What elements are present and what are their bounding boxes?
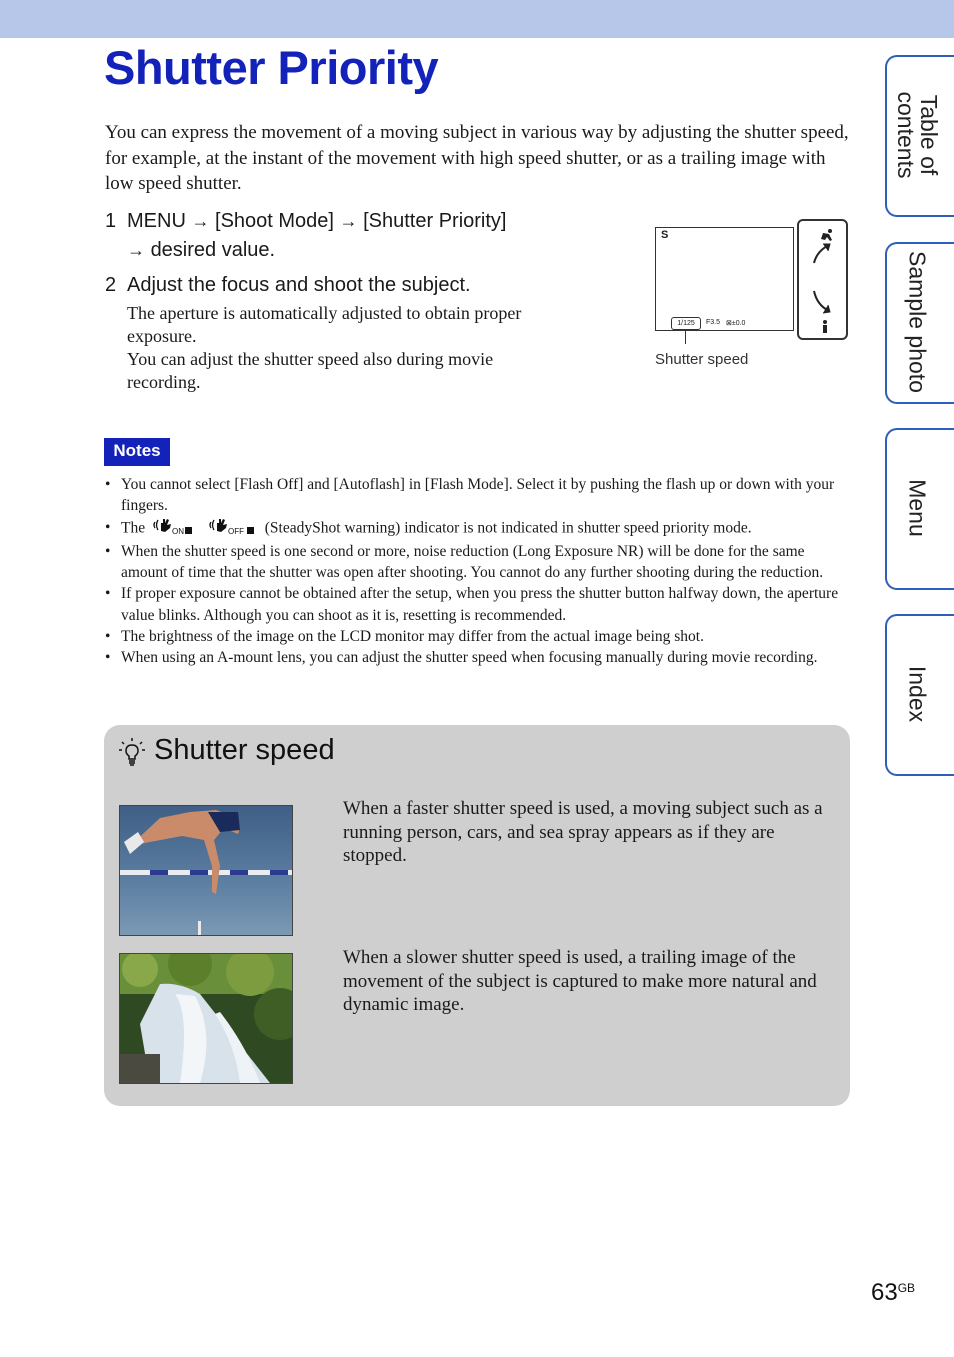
tab-table-of-contents[interactable] <box>885 55 954 217</box>
exposure-value: ±0.0 <box>731 320 746 327</box>
tab-menu[interactable] <box>885 428 954 590</box>
exposure-readout: ⊠±0.0 <box>726 320 746 327</box>
tip-title: Shutter speed <box>154 734 335 766</box>
steadyshot-on-icon <box>152 517 198 541</box>
tab-label: Sample photo <box>904 251 931 393</box>
arrow-icon: → <box>127 240 145 260</box>
shutter-dial-icon <box>797 219 848 340</box>
waterfall-photo <box>119 953 293 1084</box>
top-bar <box>0 0 954 38</box>
arrow-icon: → <box>339 211 358 231</box>
notes-badge: Notes <box>104 438 170 466</box>
menu-label: MENU <box>127 210 186 232</box>
caption-leader-line <box>685 330 686 344</box>
notes-list <box>105 474 850 669</box>
step-1-continuation <box>105 236 585 265</box>
step-2-detail-movie: You can adjust the shutter speed also during movie recording. <box>127 349 494 392</box>
fast-shutter-text: When a faster shutter speed is used, a moving subject such as a running person, cars, and sea spray appears as if they are stopped. <box>343 798 823 866</box>
shutter-speed-readout: 1/125 <box>671 317 701 330</box>
desired-value-label: desired value. <box>150 239 276 261</box>
step-number: 1 <box>105 210 117 232</box>
shoot-mode-label: [Shoot Mode] <box>215 210 334 232</box>
shutter-priority-label: [Shutter Priority] <box>363 210 507 232</box>
svg-text:ON: ON <box>171 526 184 535</box>
tab-label: Table of contents <box>893 91 942 179</box>
list-item: • If proper exposure cannot be obtained after the setup, when you press the shutter button halfway down, the aperture value blinks. Although you can shoot as it is, resetting is recommended. <box>105 583 850 626</box>
screen-caption: Shutter speed <box>655 351 749 368</box>
intro-paragraph: You can express the movement of a moving subject in various way by adjusting the shutter speed, for example, at the instant of the movement with high speed shutter, or as a trailing image with low speed shutter. <box>105 122 849 194</box>
step-2 <box>105 271 471 300</box>
tab-label: Menu <box>904 479 931 537</box>
mode-indicator: S <box>661 229 669 241</box>
list-item <box>105 517 850 541</box>
list-item: • The brightness of the image on the LCD monitor may differ from the actual image being shot. <box>105 626 850 647</box>
slow-shutter-text: When a slower shutter speed is used, a trailing image of the movement of the subject is captured to make more natural and dynamic image. <box>343 947 817 1015</box>
step-number: 2 <box>105 274 117 296</box>
page-number-value: 63 <box>871 1279 898 1306</box>
tab-label: Index <box>904 665 931 723</box>
tab-sample-photo[interactable] <box>885 242 954 404</box>
page-suffix: GB <box>897 1281 916 1295</box>
note-text: (SteadyShot warning) indicator is not indicated in shutter speed priority mode. <box>264 519 752 537</box>
high-jump-photo <box>119 805 293 936</box>
page-title: Shutter Priority <box>104 41 439 94</box>
step-2-text: Adjust the focus and shoot the subject. <box>127 274 471 296</box>
aperture-readout: F3.5 <box>706 319 721 326</box>
note-text: The <box>121 519 146 537</box>
camera-screen-illustration <box>655 227 794 331</box>
step-2-detail-aperture: The aperture is automatically adjusted to obtain proper exposure. <box>127 303 522 346</box>
tab-index[interactable] <box>885 614 954 776</box>
page-number <box>871 1279 915 1307</box>
step-1 <box>105 207 585 265</box>
steadyshot-off-icon <box>208 517 258 541</box>
lightbulb-icon <box>117 735 147 772</box>
list-item: • You cannot select [Flash Off] and [Autoflash] in [Flash Mode]. Select it by pushing the flash up or down with your fingers. <box>105 474 850 517</box>
list-item: • When using an A-mount lens, you can adjust the shutter speed when focusing manually during movie recording. <box>105 647 850 668</box>
svg-text:OFF: OFF <box>227 526 244 535</box>
list-item: • When the shutter speed is one second or more, noise reduction (Long Exposure NR) will be done for the same amount of time that the shutter was open after shooting. You cannot do any further shooting during the reduction. <box>105 541 850 584</box>
arrow-icon: → <box>191 211 210 231</box>
